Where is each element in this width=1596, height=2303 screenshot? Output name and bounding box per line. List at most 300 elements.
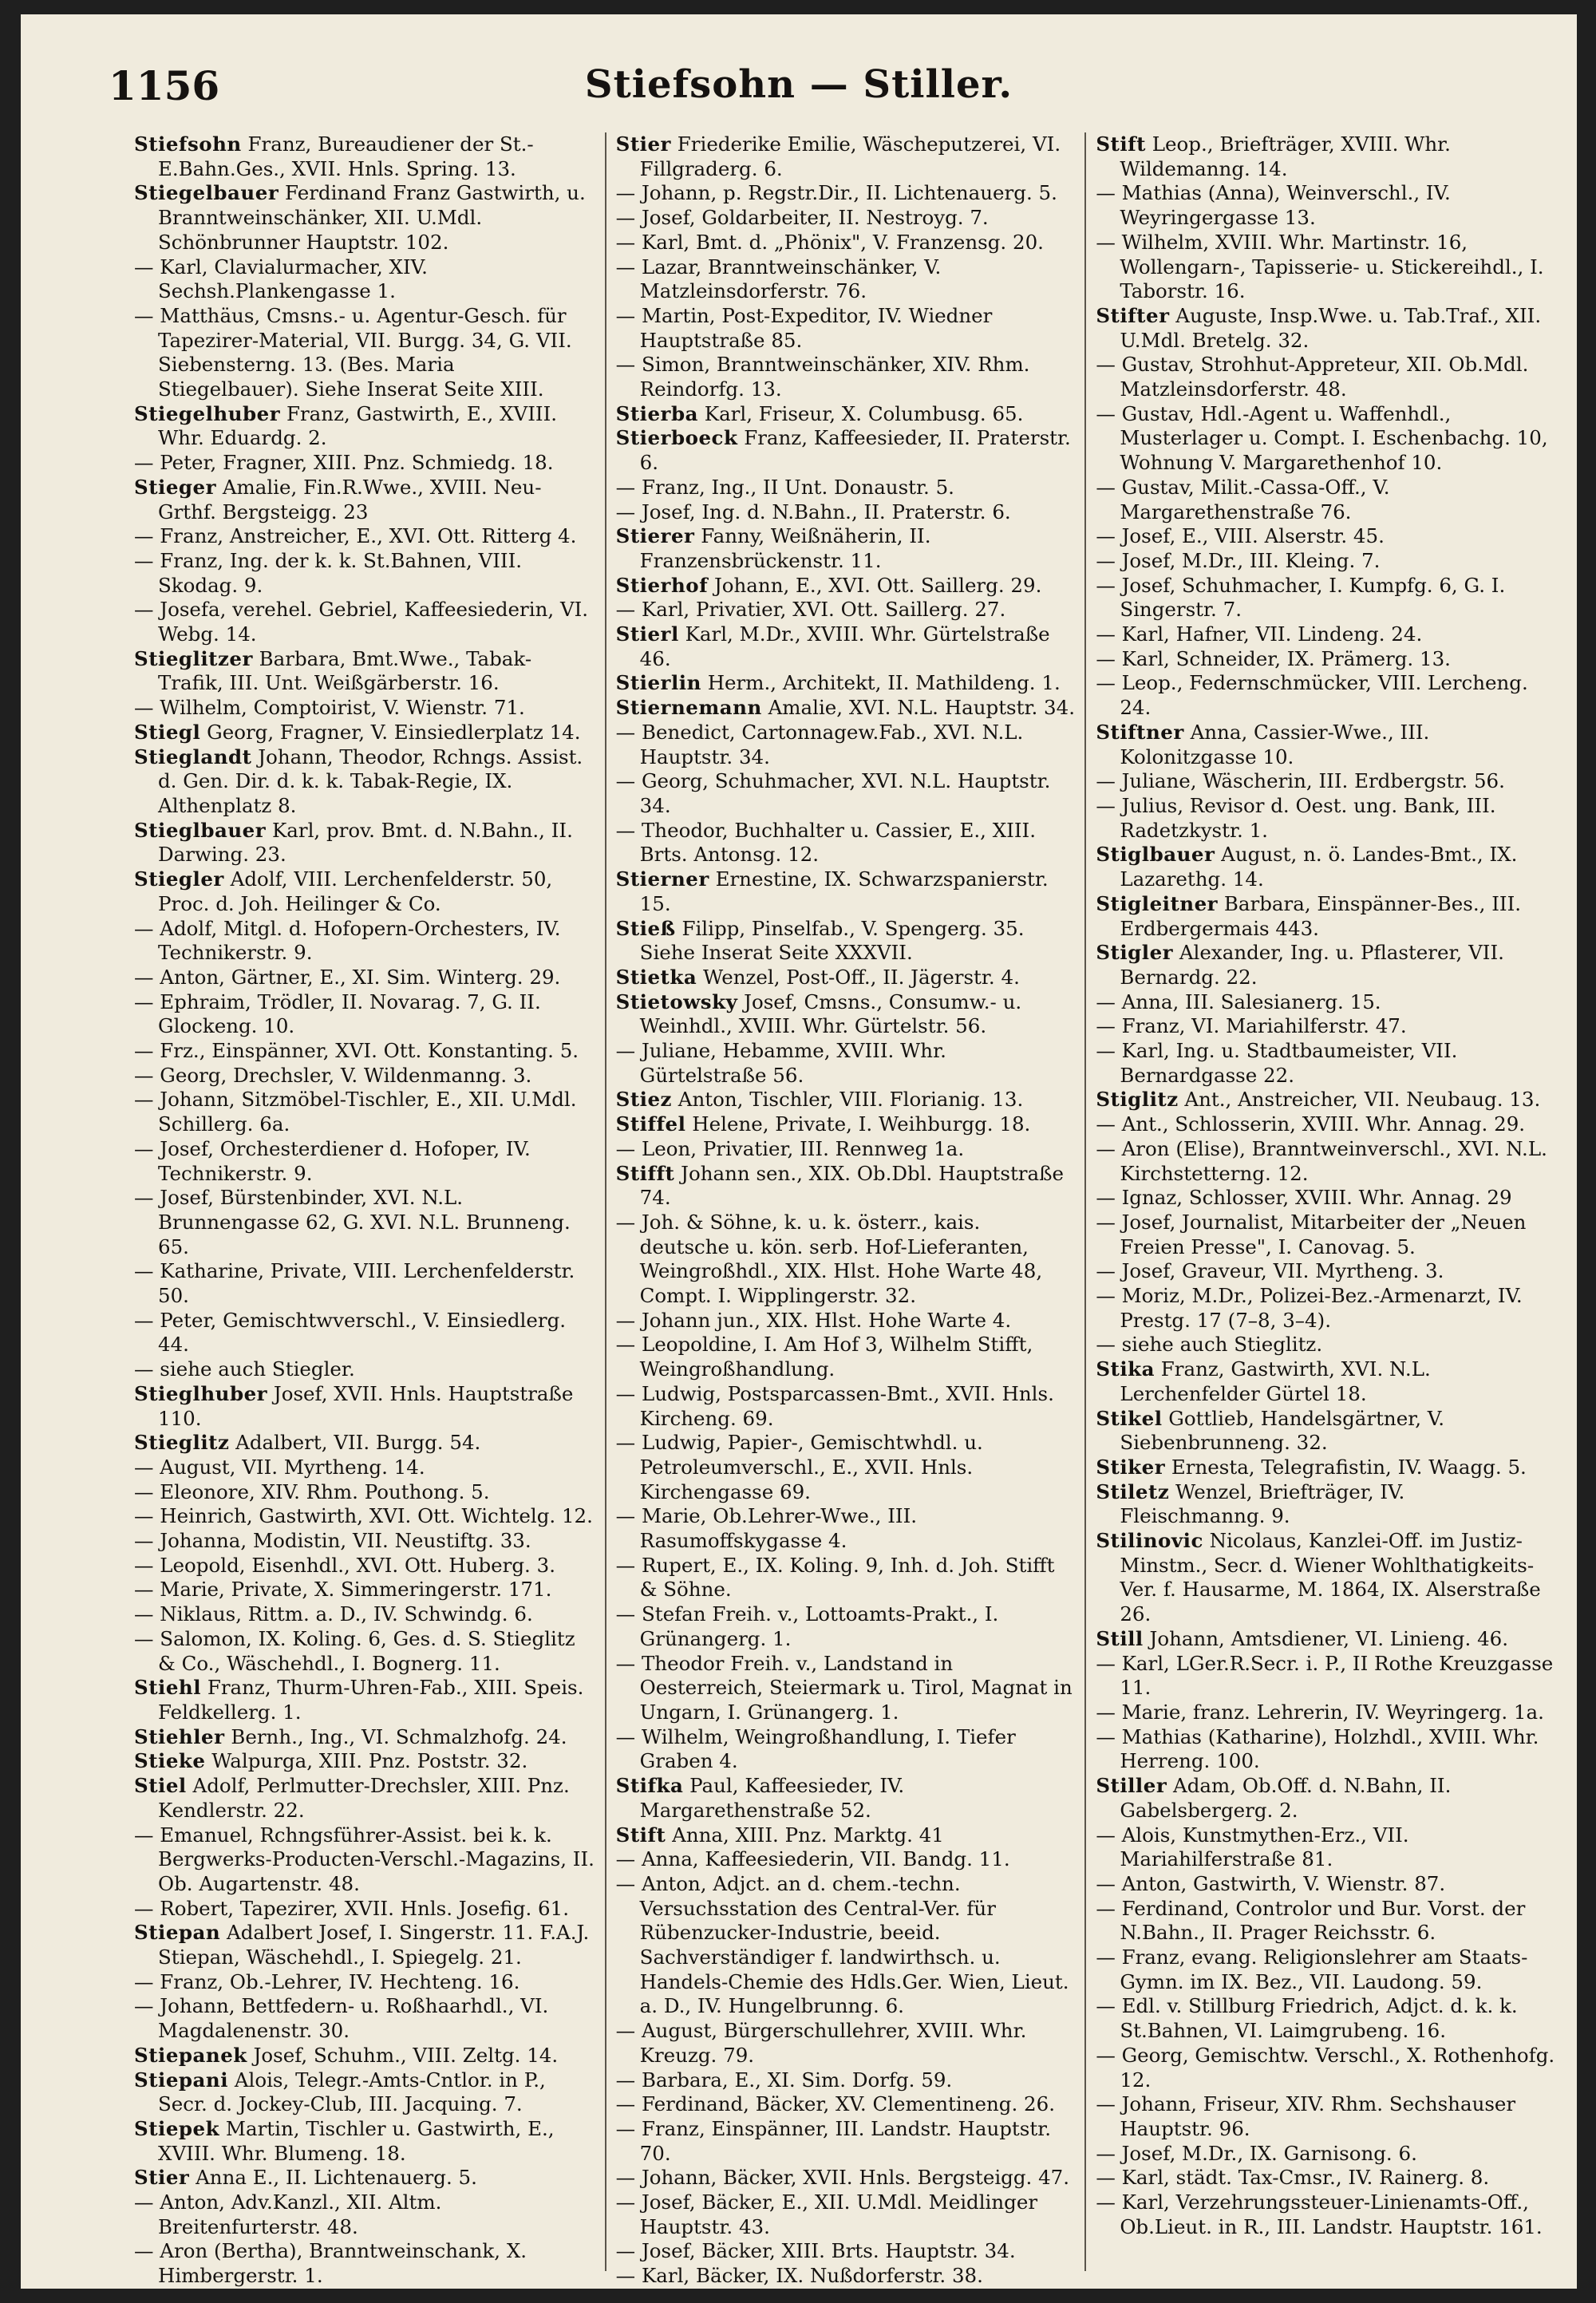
entry-text: — Juliane, Wäscherin, III. Erdbergstr. 56. bbox=[1096, 769, 1505, 793]
entry-surname: Stifft bbox=[615, 1161, 675, 1185]
directory-entry bbox=[1096, 476, 1555, 524]
entry-text: Amalie, XVI. N.L. Hauptstr. 34. bbox=[761, 696, 1076, 720]
entry-text: — Franz, Ob.-Lehrer, IV. Hechteng. 16. bbox=[134, 1969, 520, 1993]
directory-entry bbox=[616, 2264, 1076, 2289]
entry-text: — Aron (Elise), Branntweinverschl., XVI. N.L. Kirchstetterng. 12. bbox=[1096, 1136, 1547, 1185]
entry-surname: Stiez bbox=[615, 1088, 672, 1112]
entry-text: — Benedict, Cartonnagew.Fab., XVI. N.L. Hauptstr. 34. bbox=[615, 720, 1024, 768]
entry-surname: Stiehler bbox=[134, 1724, 225, 1748]
directory-entry bbox=[1096, 1407, 1555, 1456]
entry-text: — Georg, Drechsler, V. Wildenmanng. 3. bbox=[134, 1063, 532, 1087]
page-header bbox=[21, 62, 1577, 118]
entry-text: — Anton, Gärtner, E., XI. Sim. Winterg. 29. bbox=[134, 965, 561, 989]
directory-entry bbox=[616, 574, 1076, 598]
entry-text: — Frz., Einspänner, XVI. Ott. Konstanting. 5. bbox=[134, 1039, 579, 1063]
entry-text: — Josefa, verehel. Gebriel, Kaffeesiederin, VI. Webg. 14. bbox=[134, 598, 589, 646]
directory-entry bbox=[1096, 1284, 1555, 1333]
entry-surname: Stiernemann bbox=[615, 696, 762, 720]
entry-surname: Stiftner bbox=[1096, 720, 1184, 744]
directory-entry bbox=[134, 598, 595, 646]
directory-entry bbox=[616, 1039, 1076, 1088]
directory-entry bbox=[616, 917, 1076, 966]
directory-entry bbox=[1096, 1014, 1555, 1039]
directory-entry bbox=[616, 2166, 1076, 2190]
directory-entry bbox=[1096, 1652, 1555, 1701]
directory-entry bbox=[616, 598, 1076, 622]
entry-text: — Lazar, Branntweinschänker, V. Matzleinsdorferstr. 76. bbox=[615, 255, 942, 303]
directory-entry bbox=[134, 1357, 595, 1382]
entry-text: Adolf, VIII. Lerchenfelderstr. 50, Proc. d. Joh. Heilinger & Co. bbox=[158, 867, 553, 915]
directory-entry bbox=[1096, 2142, 1555, 2167]
directory-entry bbox=[616, 132, 1076, 181]
directory-entry bbox=[1096, 794, 1555, 843]
entry-surname: Stier bbox=[615, 132, 671, 156]
directory-entry bbox=[616, 231, 1076, 255]
directory-entry bbox=[616, 1652, 1076, 1725]
directory-entry bbox=[1096, 721, 1555, 769]
directory-entry bbox=[1096, 1112, 1555, 1137]
entry-text: — Ant., Schlosserin, XVIII. Whr. Annag. 29. bbox=[1096, 1112, 1526, 1136]
entry-text: — Karl, LGer.R.Secr. i. P., II Rothe Kreuzgasse 11. bbox=[1096, 1651, 1554, 1700]
entry-text: Friederike Emilie, Wäscheputzerei, VI. Fillgraderg. 6. bbox=[639, 132, 1061, 180]
entry-surname: Stiefsohn bbox=[134, 132, 242, 156]
entry-surname: Stieglhuber bbox=[134, 1381, 268, 1405]
directory-entry bbox=[134, 132, 595, 181]
directory-entry bbox=[134, 1602, 595, 1627]
entry-text: — Katharine, Private, VIII. Lerchenfelderstr. 50. bbox=[134, 1259, 575, 1308]
directory-entry bbox=[616, 1211, 1076, 1309]
directory-entry bbox=[1096, 843, 1555, 891]
entry-text: — Ignaz, Schlosser, XVIII. Whr. Annag. 29 bbox=[1096, 1186, 1512, 1210]
entry-text: — Stefan Freih. v., Lottoamts-Prakt., I. Grünangerg. 1. bbox=[615, 1602, 999, 1650]
directory-entry bbox=[1096, 1774, 1555, 1823]
entry-text: Barbara, Einspänner-Bes., III. Erdbergermais 443. bbox=[1120, 891, 1522, 940]
directory-entry bbox=[134, 1456, 595, 1480]
directory-entry bbox=[1096, 1897, 1555, 1946]
directory-entry bbox=[616, 721, 1076, 769]
entry-text: — Gustav, Strohhut-Appreteur, XII. Ob.Mdl. Matzleinsdorferstr. 48. bbox=[1096, 353, 1529, 401]
entry-text: — Moriz, M.Dr., Polizei-Bez.-Armenarzt, IV. Prestg. 17 (7–8, 3–4). bbox=[1096, 1284, 1523, 1332]
entry-surname: Stieger bbox=[134, 475, 217, 499]
directory-entry bbox=[1096, 1480, 1555, 1529]
entry-text: — Karl, Clavialurmacher, XIV. Sechsh.Plankengasse 1. bbox=[134, 255, 428, 303]
entry-text: Anna, XIII. Pnz. Marktg. 41 bbox=[666, 1823, 944, 1847]
entry-text: — Julius, Revisor d. Oest. ung. Bank, III. Radetzkystr. 1. bbox=[1096, 793, 1496, 842]
entry-text: — Martin, Post-Expeditor, IV. Wiedner Hauptstraße 85. bbox=[615, 303, 993, 352]
entry-text: Auguste, Insp.Wwe. u. Tab.Traf., XII. U.Mdl. Bretelg. 32. bbox=[1120, 303, 1542, 352]
directory-entry bbox=[1096, 769, 1555, 794]
entry-text: — Josef, Ing. d. N.Bahn., II. Praterstr. 6. bbox=[615, 500, 1011, 523]
directory-column-3 bbox=[1084, 132, 1565, 2271]
entry-text: — Marie, franz. Lehrerin, IV. Weyringerg. 1a. bbox=[1096, 1701, 1544, 1724]
entry-text: Ant., Anstreicher, VII. Neubaug. 13. bbox=[1178, 1088, 1541, 1112]
directory-entry bbox=[134, 1774, 595, 1823]
entry-surname: Stierl bbox=[615, 622, 679, 646]
directory-column-2 bbox=[605, 132, 1085, 2288]
directory-entry bbox=[134, 2166, 595, 2190]
entry-surname: Stieglbauer bbox=[134, 818, 267, 842]
entry-text: — Ferdinand, Controlor und Bur. Vorst. der N.Bahn., II. Prager Reichsstr. 6. bbox=[1096, 1896, 1526, 1945]
entry-surname: Stigler bbox=[1096, 941, 1174, 965]
entry-text: — Aron (Bertha), Branntweinschank, X. Himbergerstr. 1. bbox=[134, 2239, 527, 2288]
directory-entry bbox=[134, 1504, 595, 1529]
directory-entry bbox=[1096, 2044, 1555, 2092]
entry-text: — Josef, Bäcker, E., XII. U.Mdl. Meidlinger Hauptstr. 43. bbox=[615, 2190, 1038, 2238]
directory-entry bbox=[616, 1112, 1076, 1137]
entry-text: Amalie, Fin.R.Wwe., XVIII. Neu-Grthf. Bergsteigg. 23 bbox=[158, 475, 542, 523]
entry-surname: Stiel bbox=[134, 1774, 187, 1798]
directory-entry bbox=[616, 1162, 1076, 1211]
entry-surname: Stieke bbox=[134, 1749, 206, 1773]
entry-text: Martin, Tischler u. Gastwirth, E., XVIII. Whr. Blumeng. 18. bbox=[158, 2116, 555, 2165]
entry-text: — Karl, Hafner, VII. Lindeng. 24. bbox=[1096, 622, 1423, 646]
entry-surname: Stiegelbauer bbox=[134, 181, 279, 205]
entry-text: Filipp, Pinselfab., V. Spengerg. 35. Siehe Inserat Seite XXXVII. bbox=[639, 916, 1025, 965]
entry-surname: Stierlin bbox=[615, 671, 701, 695]
entry-text: — Karl, Schneider, IX. Prämerg. 13. bbox=[1096, 646, 1451, 670]
entry-text: Fanny, Weißnäherin, II. Franzensbrückenstr. 11. bbox=[639, 524, 931, 572]
entry-text: Franz, Thurm-Uhren-Fab., XIII. Speis. Feldkellerg. 1. bbox=[158, 1676, 584, 1724]
entry-surname: Stikel bbox=[1096, 1406, 1163, 1430]
directory-entry bbox=[134, 1529, 595, 1554]
entry-text: — Johanna, Modistin, VII. Neustiftg. 33. bbox=[134, 1529, 531, 1553]
directory-entry bbox=[134, 1994, 595, 2043]
directory-entry bbox=[134, 917, 595, 966]
directory-entry bbox=[1096, 402, 1555, 476]
entry-text: — Anton, Gastwirth, V. Wienstr. 87. bbox=[1096, 1871, 1446, 1895]
entry-text: Karl, M.Dr., XVIII. Whr. Gürtelstraße 46. bbox=[639, 622, 1050, 670]
entry-text: — Karl, Privatier, XVI. Ott. Saillerg. 27. bbox=[615, 598, 1006, 622]
directory-entry bbox=[1096, 892, 1555, 941]
directory-entry bbox=[134, 181, 595, 255]
directory-entry bbox=[134, 647, 595, 696]
entry-surname: Stietowsky bbox=[615, 990, 738, 1013]
directory-entry bbox=[134, 1431, 595, 1456]
entry-surname: Stier bbox=[134, 2166, 190, 2190]
directory-entry bbox=[1096, 1357, 1555, 1406]
entry-text: — Leopoldine, I. Am Hof 3, Wilhelm Stifft, Weingroßhandlung. bbox=[615, 1333, 1033, 1381]
directory-entry bbox=[616, 524, 1076, 573]
directory-entry bbox=[134, 2239, 595, 2288]
directory-entry bbox=[616, 990, 1076, 1039]
directory-entry bbox=[134, 1382, 595, 1431]
entry-text: Johann, E., XVI. Ott. Saillerg. 29. bbox=[708, 573, 1042, 597]
directory-entry bbox=[1096, 1259, 1555, 1284]
entry-text: — Gustav, Milit.-Cassa-Off., V. Margarethenstraße 76. bbox=[1096, 475, 1390, 523]
directory-entry bbox=[1096, 1333, 1555, 1357]
directory-entry bbox=[134, 1088, 595, 1136]
entry-text: — Wilhelm, Weingroßhandlung, I. Tiefer Graben 4. bbox=[615, 1724, 1016, 1773]
entry-text: — Simon, Branntweinschänker, XIV. Rhm. Reindorfg. 13. bbox=[615, 353, 1030, 401]
entry-text: — Franz, Ing. der k. k. St.Bahnen, VIII. Skodag. 9. bbox=[134, 548, 523, 597]
entry-surname: Stierner bbox=[615, 867, 709, 891]
directory-entry bbox=[134, 1137, 595, 1186]
entry-text: Georg, Fragner, V. Einsiedlerplatz 14. bbox=[200, 720, 581, 744]
directory-entry bbox=[134, 1627, 595, 1676]
directory-entry bbox=[616, 500, 1076, 525]
directory-entry bbox=[616, 1602, 1076, 1651]
directory-entry bbox=[1096, 2092, 1555, 2141]
entry-text: Bernh., Ing., VI. Schmalzhofg. 24. bbox=[224, 1724, 567, 1748]
directory-entry bbox=[1096, 622, 1555, 647]
directory-entry bbox=[616, 2068, 1076, 2093]
entry-text: — Josef, Bürstenbinder, XVI. N.L. Brunnengasse 62, G. XVI. N.L. Brunneng. 65. bbox=[134, 1186, 571, 1258]
entry-surname: Stift bbox=[615, 1823, 666, 1847]
directory-entry bbox=[134, 1676, 595, 1724]
directory-entry bbox=[616, 769, 1076, 818]
directory-entry bbox=[616, 1554, 1076, 1602]
directory-entry bbox=[134, 1480, 595, 1505]
entry-text: Leop., Briefträger, XVIII. Whr. Wildemanng. 14. bbox=[1120, 132, 1451, 180]
entry-text: Adalbert, VII. Burgg. 54. bbox=[229, 1431, 481, 1455]
directory-entry bbox=[134, 966, 595, 990]
directory-entry bbox=[134, 1259, 595, 1308]
entry-text: — Marie, Ob.Lehrer-Wwe., III. Rasumoffskygasse 4. bbox=[615, 1504, 918, 1553]
directory-entry bbox=[616, 1088, 1076, 1112]
entry-text: Anton, Tischler, VIII. Florianig. 13. bbox=[671, 1088, 1024, 1112]
directory-entry bbox=[1096, 1456, 1555, 1480]
entry-text: — Johann, Sitzmöbel-Tischler, E., XII. U.Mdl. Schillerg. 6a. bbox=[134, 1088, 577, 1136]
entry-surname: Stiegelhuber bbox=[134, 401, 281, 425]
entry-text: Franz, Gastwirth, E., XVIII. Whr. Eduardg. 2. bbox=[158, 401, 558, 450]
entry-text: — Juliane, Hebamme, XVIII. Whr. Gürtelstraße 56. bbox=[615, 1039, 946, 1087]
entry-text: — Josef, M.Dr., IX. Garnisong. 6. bbox=[1096, 2141, 1417, 2165]
entry-text: Johann, Theodor, Rchngs. Assist. d. Gen. Dir. d. k. k. Tabak-Regie, IX. Althenplatz 8. bbox=[158, 745, 583, 817]
entry-surname: Stika bbox=[1096, 1357, 1155, 1381]
directory-entry bbox=[616, 2117, 1076, 2166]
entry-text: — Josef, Graveur, VII. Myrtheng. 3. bbox=[1096, 1259, 1444, 1283]
directory-entry bbox=[134, 549, 595, 598]
directory-entry bbox=[134, 2117, 595, 2166]
directory-entry bbox=[134, 1186, 595, 1259]
entry-text: Josef, Cmsns., Consumw.- u. Weinhdl., XVIII. Whr. Gürtelstr. 56. bbox=[639, 990, 1022, 1038]
entry-text: — Heinrich, Gastwirth, XVI. Ott. Wichtelg. 12. bbox=[134, 1504, 593, 1528]
entry-surname: Stiglitz bbox=[1096, 1088, 1179, 1112]
entry-text: — Alois, Kunstmythen-Erz., VII. Mariahilferstraße 81. bbox=[1096, 1823, 1409, 1871]
entry-text: — Georg, Gemischtw. Verschl., X. Rothenhofg. 12. bbox=[1096, 2043, 1555, 2092]
entry-surname: Stifter bbox=[1096, 303, 1170, 327]
directory-entry bbox=[616, 1847, 1076, 1872]
directory-entry bbox=[616, 1333, 1076, 1381]
directory-entry bbox=[1096, 990, 1555, 1015]
page-number: 1156 bbox=[109, 62, 220, 109]
entry-text: — Josef, Goldarbeiter, II. Nestroyg. 7. bbox=[615, 206, 989, 230]
entry-surname: Stiepek bbox=[134, 2116, 220, 2140]
entry-surname: Stiegl bbox=[134, 720, 201, 744]
directory-entry bbox=[1096, 941, 1555, 990]
entry-surname: Stieglitz bbox=[134, 1431, 230, 1455]
directory-entry bbox=[616, 1504, 1076, 1553]
directory-entry bbox=[134, 867, 595, 916]
directory-entry bbox=[1096, 1211, 1555, 1259]
directory-entry bbox=[1096, 2166, 1555, 2190]
entry-text: — siehe auch Stiegler. bbox=[134, 1357, 355, 1381]
directory-entry bbox=[1096, 671, 1555, 720]
directory-entry bbox=[1096, 1701, 1555, 1725]
entry-text: Ernestine, IX. Schwarzspanierstr. 15. bbox=[639, 867, 1049, 915]
entry-text: — August, VII. Myrtheng. 14. bbox=[134, 1455, 425, 1479]
entry-text: — Josef, Bäcker, XIII. Brts. Hauptstr. 34. bbox=[615, 2239, 1016, 2263]
directory-entry bbox=[1096, 1946, 1555, 1994]
entry-text: Karl, prov. Bmt. d. N.Bahn., II. Darwing. 23. bbox=[158, 818, 573, 867]
entry-text: Walpurga, XIII. Pnz. Poststr. 32. bbox=[205, 1749, 528, 1773]
entry-text: Gottlieb, Handelsgärtner, V. Siebenbrunneng. 32. bbox=[1120, 1406, 1444, 1455]
entry-text: — Leon, Privatier, III. Rennweg 1a. bbox=[615, 1136, 965, 1160]
directory-entry bbox=[134, 1578, 595, 1602]
directory-entry bbox=[1096, 181, 1555, 230]
running-title: Stiefsohn — Stiller. bbox=[584, 62, 1013, 107]
directory-entry bbox=[1096, 1088, 1555, 1112]
directory-entry bbox=[616, 402, 1076, 427]
entry-text: — Karl, Bmt. d. „Phönix", V. Franzensg. 20. bbox=[615, 230, 1044, 254]
directory-entry bbox=[616, 206, 1076, 231]
directory-entry bbox=[134, 255, 595, 304]
directory-entry bbox=[616, 671, 1076, 696]
entry-text: — Karl, Bäcker, IX. Nußdorferstr. 38. bbox=[615, 2264, 983, 2288]
directory-entry bbox=[616, 476, 1076, 500]
entry-surname: Stiletz bbox=[1096, 1479, 1170, 1503]
directory-entry bbox=[1096, 1725, 1555, 1774]
entry-text: — Karl, Verzehrungssteuer-Linienamts-Off., Ob.Lieut. in R., III. Landstr. Hauptstr. 161. bbox=[1096, 2190, 1543, 2238]
entry-text: — Edl. v. Stillburg Friedrich, Adjct. d. k. k. St.Bahnen, VI. Laimgrubeng. 16. bbox=[1096, 1994, 1518, 2043]
entry-text: — Franz, Anstreicher, E., XVI. Ott. Ritterg 4. bbox=[134, 524, 577, 548]
entry-text: Johann sen., XIX. Ob.Dbl. Hauptstraße 74. bbox=[639, 1161, 1064, 1210]
entry-text: — Josef, M.Dr., III. Kleing. 7. bbox=[1096, 548, 1381, 572]
entry-surname: Stierboeck bbox=[615, 426, 738, 450]
entry-surname: Stiepani bbox=[134, 2068, 229, 2092]
directory-entry bbox=[616, 353, 1076, 401]
directory-entry bbox=[134, 2044, 595, 2068]
directory-entry bbox=[134, 990, 595, 1039]
directory-entry bbox=[616, 622, 1076, 671]
entry-text: — Robert, Tapezirer, XVII. Hnls. Josefig. 61. bbox=[134, 1896, 569, 1920]
entry-surname: Stietka bbox=[615, 965, 697, 989]
entry-text: — Johann, Bäcker, XVII. Hnls. Bergsteigg. 47. bbox=[615, 2166, 1070, 2190]
entry-text: Alexander, Ing. u. Pflasterer, VII. Bernardg. 22. bbox=[1120, 941, 1504, 989]
directory-entry bbox=[616, 426, 1076, 475]
directory-entry bbox=[1096, 1627, 1555, 1652]
directory-entry bbox=[134, 1970, 595, 1995]
entry-text: — Franz, Ing., II Unt. Donaustr. 5. bbox=[615, 475, 954, 499]
entry-text: Karl, Friseur, X. Columbusg. 65. bbox=[697, 401, 1024, 425]
entry-surname: Stiepan bbox=[134, 1921, 221, 1945]
directory-entry bbox=[134, 1039, 595, 1064]
entry-text: — Matthäus, Cmsns.- u. Agentur-Gesch. für Tapezirer-Material, VII. Burgg. 34, G. VII. Siebensterng. 13. (Bes. Maria Stiegelbauer). Siehe Inserat Seite XIII. bbox=[134, 303, 572, 401]
directory-entry bbox=[616, 966, 1076, 990]
entry-text: — Eleonore, XIV. Rhm. Pouthong. 5. bbox=[134, 1479, 490, 1503]
entry-text: — Ferdinand, Bäcker, XV. Clementineng. 26. bbox=[615, 2092, 1056, 2116]
entry-text: Anna E., II. Lichtenauerg. 5. bbox=[189, 2166, 477, 2190]
directory-entry bbox=[616, 1431, 1076, 1504]
entry-text: — August, Bürgerschullehrer, XVIII. Whr. Kreuzg. 79. bbox=[615, 2019, 1027, 2067]
entry-text: — Ludwig, Papier-, Gemischtwhdl. u. Petroleumverschl., E., XVII. Hnls. Kirchengasse 69. bbox=[615, 1431, 983, 1503]
entry-text: Alois, Telegr.-Amts-Cntlor. in P., Secr. d. Jockey-Club, III. Jacquing. 7. bbox=[158, 2068, 546, 2116]
directory-entry bbox=[134, 304, 595, 402]
entry-text: Ernesta, Telegrafistin, IV. Waagg. 5. bbox=[1165, 1455, 1527, 1479]
entry-text: — Anna, Kaffeesiederin, VII. Bandg. 11. bbox=[615, 1847, 1010, 1871]
directory-entry bbox=[134, 2068, 595, 2117]
entry-text: Josef, XVII. Hnls. Hauptstraße 110. bbox=[158, 1381, 574, 1430]
entry-text: Herm., Architekt, II. Mathildeng. 1. bbox=[701, 671, 1061, 695]
entry-text: Adam, Ob.Off. d. N.Bahn, II. Gabelsbergerg. 2. bbox=[1120, 1774, 1452, 1822]
entry-text: Adolf, Perlmutter-Drechsler, XIII. Pnz. Kendlerstr. 22. bbox=[158, 1774, 570, 1822]
entry-text: Franz, Kaffeesieder, II. Praterstr. 6. bbox=[639, 426, 1071, 475]
directory-entry bbox=[616, 1137, 1076, 1162]
entry-text: Helene, Private, I. Weihburgg. 18. bbox=[685, 1112, 1031, 1136]
entry-text: — Theodor, Buchhalter u. Cassier, E., XIII. Brts. Antonsg. 12. bbox=[615, 818, 1036, 867]
directory-entry bbox=[1096, 304, 1555, 353]
entry-text: — Johann, Bettfedern- u. Roßhaarhdl., VI. Magdalenenstr. 30. bbox=[134, 1994, 549, 2043]
entry-text: — Johann jun., XIX. Hlst. Hohe Warte 4. bbox=[615, 1308, 1012, 1332]
directory-entry bbox=[616, 1872, 1076, 2019]
entry-text: — Peter, Gemischtwverschl., V. Einsiedlerg. 44. bbox=[134, 1308, 567, 1357]
directory-entry bbox=[616, 2239, 1076, 2264]
directory-entry bbox=[1096, 1137, 1555, 1186]
directory-entry bbox=[616, 181, 1076, 206]
directory-entry bbox=[134, 745, 595, 819]
directory-entry bbox=[616, 2019, 1076, 2068]
entry-surname: Stiller bbox=[1096, 1774, 1167, 1798]
directory-entry bbox=[1096, 1186, 1555, 1211]
entry-text: — Georg, Schuhmacher, XVI. N.L. Hauptstr. 34. bbox=[615, 769, 1051, 817]
entry-text: — Johann, p. Regstr.Dir., II. Lichtenauerg. 5. bbox=[615, 181, 1057, 205]
entry-text: — Karl, Ing. u. Stadtbaumeister, VII. Bernardgasse 22. bbox=[1096, 1039, 1458, 1087]
entry-surname: Still bbox=[1096, 1626, 1144, 1650]
entry-text: — Emanuel, Rchngsführer-Assist. bei k. k. Bergwerks-Producten-Verschl.-Magazins, II. Ob. Augartenstr. 48. bbox=[134, 1823, 595, 1895]
entry-text: — Rupert, E., IX. Koling. 9, Inh. d. Joh. Stifft & Söhne. bbox=[615, 1553, 1055, 1602]
entry-text: — Wilhelm, Comptoirist, V. Wienstr. 71. bbox=[134, 696, 525, 720]
entry-text: — Mathias (Anna), Weinverschl., IV. Weyringergasse 13. bbox=[1096, 181, 1451, 230]
entry-text: — Anton, Adv.Kanzl., XII. Altm. Breitenfurterstr. 48. bbox=[134, 2190, 442, 2238]
directory-entry bbox=[616, 1309, 1076, 1333]
directory-entry bbox=[1096, 1994, 1555, 2043]
entry-surname: Stiffel bbox=[615, 1112, 686, 1136]
entry-text: — Leop., Federnschmücker, VIII. Lercheng. 24. bbox=[1096, 671, 1528, 720]
entry-text: — Ephraim, Trödler, II. Novarag. 7, G. II. Glockeng. 10. bbox=[134, 990, 541, 1038]
entry-text: Nicolaus, Kanzlei-Off. im Justiz-Minstm., Secr. d. Wiener Wohlthatigkeits-Ver. f. Hausarme, M. 1864, IX. Alserstraße 26. bbox=[1120, 1529, 1541, 1626]
directory-entry bbox=[616, 2092, 1076, 2117]
entry-text: — Franz, Einspänner, III. Landstr. Hauptstr. 70. bbox=[615, 2116, 1052, 2165]
entry-surname: Stigleitner bbox=[1096, 891, 1219, 915]
entry-surname: Stieglitzer bbox=[134, 646, 253, 670]
directory-entry bbox=[1096, 231, 1555, 304]
entry-text: August, n. ö. Landes-Bmt., IX. Lazarethg. 14. bbox=[1120, 843, 1518, 891]
entry-text: Ferdinand Franz Gastwirth, u. Branntweinschänker, XII. U.Mdl. Schönbrunner Hauptstr. 102. bbox=[158, 181, 586, 254]
entry-surname: Stifka bbox=[615, 1774, 684, 1798]
directory-entry bbox=[1096, 647, 1555, 672]
entry-text: — Josef, Journalist, Mitarbeiter der „Neuen Freien Presse", I. Canovag. 5. bbox=[1096, 1210, 1527, 1258]
entry-text: Adalbert Josef, I. Singerstr. 11. F.A.J. Stiepan, Wäschehdl., I. Spiegelg. 21. bbox=[158, 1921, 590, 1969]
entry-text: — Barbara, E., XI. Sim. Dorfg. 59. bbox=[615, 2068, 953, 2092]
entry-text: Josef, Schuhm., VIII. Zeltg. 14. bbox=[247, 2043, 559, 2067]
directory-entry bbox=[1096, 549, 1555, 574]
entry-text: — siehe auch Stieglitz. bbox=[1096, 1333, 1323, 1357]
directory-entry bbox=[134, 1064, 595, 1088]
entry-text: — Salomon, IX. Koling. 6, Ges. d. S. Stieglitz & Co., Wäschehdl., I. Bognerg. 11. bbox=[134, 1626, 575, 1675]
entry-text: — Adolf, Mitgl. d. Hofopern-Orchesters, IV. Technikerstr. 9. bbox=[134, 916, 561, 965]
directory-entry bbox=[1096, 1872, 1555, 1897]
entry-text: Franz, Gastwirth, XVI. N.L. Lerchenfelder Gürtel 18. bbox=[1120, 1357, 1431, 1405]
entry-text: — Wilhelm, XVIII. Whr. Martinstr. 16, Wollengarn-, Tapisserie- u. Stickereihdl., I. Taborstr. 16. bbox=[1096, 230, 1544, 303]
entry-text: Anna, Cassier-Wwe., III. Kolonitzgasse 10. bbox=[1120, 720, 1430, 768]
directory-entry bbox=[134, 1921, 595, 1969]
entry-text: Wenzel, Post-Off., II. Jägerstr. 4. bbox=[697, 965, 1020, 989]
directory-entry bbox=[616, 819, 1076, 867]
entry-surname: Stierba bbox=[615, 401, 698, 425]
entry-surname: Stiegler bbox=[134, 867, 224, 891]
entry-surname: Stiglbauer bbox=[1096, 843, 1215, 867]
entry-text: — Franz, VI. Mariahilferstr. 47. bbox=[1096, 1014, 1407, 1038]
